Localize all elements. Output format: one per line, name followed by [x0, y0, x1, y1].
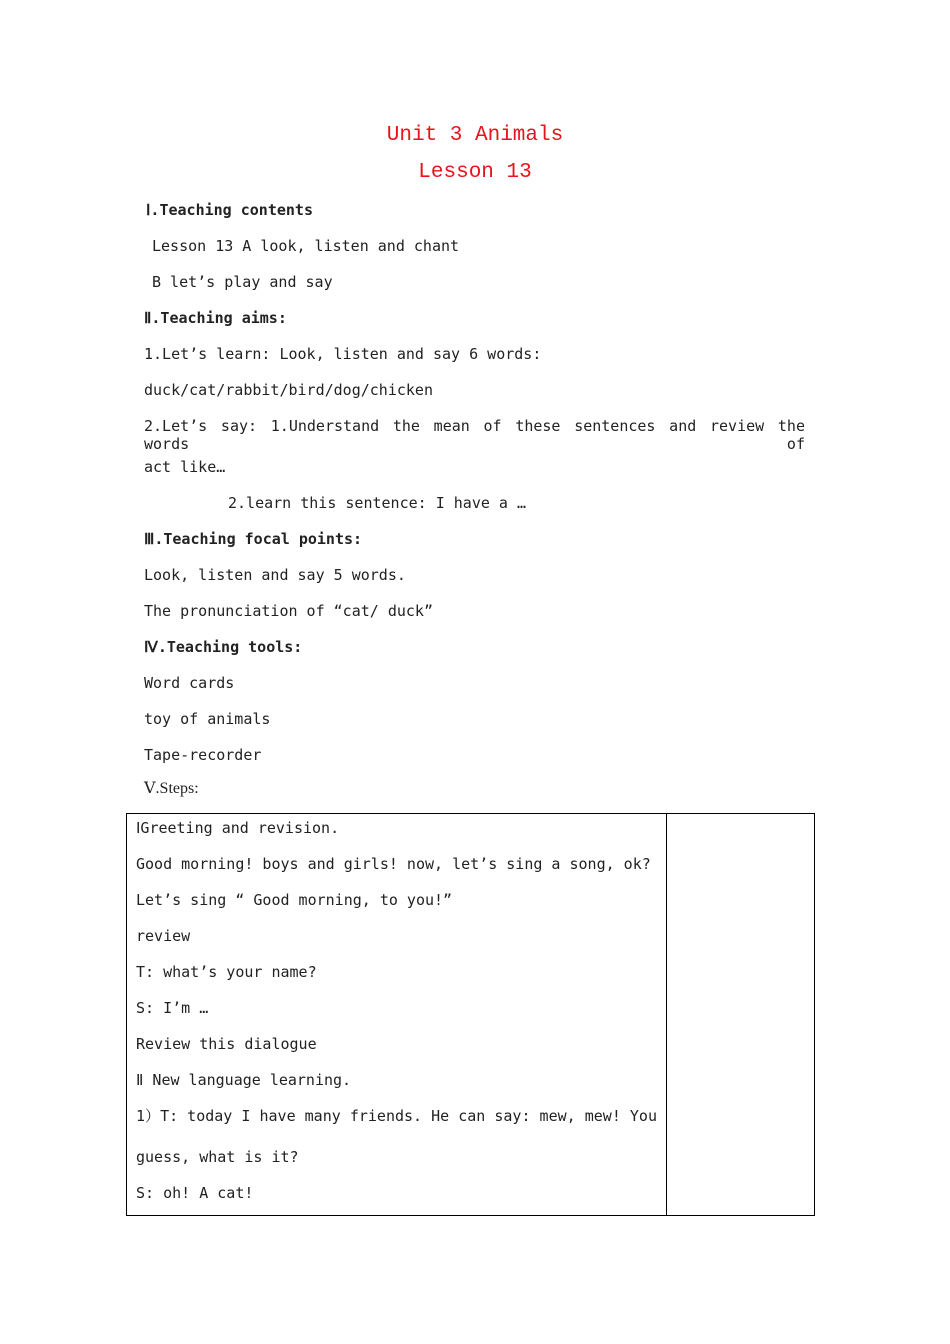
steps-row: S: oh! A cat! [136, 1184, 254, 1202]
aims-line: act like… [144, 458, 226, 476]
steps-row: 1）T: today I have many friends. He can say: mew, mew! You [136, 1107, 657, 1125]
steps-row: review [136, 927, 191, 945]
steps-row: Good morning! boys and girls! now, let’s sing a song, ok? [136, 855, 651, 873]
steps-row: Review this dialogue [136, 1035, 317, 1053]
focal-line: Look, listen and say 5 words. [144, 566, 406, 584]
steps-heading: Ⅴ.Steps: [144, 780, 199, 797]
contents-line: B let’s play and say [152, 273, 333, 291]
contents-line: Lesson 13 A look, listen and chant [152, 237, 460, 255]
tools-line: Tape-recorder [144, 746, 262, 764]
aims-heading: Ⅱ.Teaching aims: [144, 309, 287, 327]
steps-row: Ⅱ New language learning. [136, 1071, 352, 1089]
aims-line: 1.Let’s learn: Look, listen and say 6 words: [144, 345, 542, 363]
lesson-title: Lesson 13 [418, 161, 532, 184]
tools-line: Word cards [144, 674, 235, 692]
focal-line: The pronunciation of “cat/ duck” [144, 602, 433, 620]
steps-row: Let’s sing “ Good morning, to you!” [136, 891, 453, 909]
tools-line: toy of animals [144, 710, 271, 728]
aims-line: duck/cat/rabbit/bird/dog/chicken [144, 381, 433, 399]
tools-heading: Ⅳ.Teaching tools: [144, 638, 303, 656]
focal-heading: Ⅲ.Teaching focal points: [144, 530, 363, 548]
steps-table-divider [666, 813, 667, 1216]
steps-row: guess, what is it? [136, 1148, 299, 1166]
steps-row: T: what’s your name? [136, 963, 317, 981]
aims-line: 2.learn this sentence: I have a … [228, 494, 527, 512]
steps-row: S: I’m … [136, 999, 209, 1017]
contents-heading: Ⅰ.Teaching contents [146, 201, 313, 219]
unit-title: Unit 3 Animals [386, 124, 564, 147]
steps-row: ⅠGreeting and revision. [136, 819, 340, 837]
aims-line: 2.Let’s say: 1.Understand the mean of these sentences and review the words of [144, 417, 805, 453]
